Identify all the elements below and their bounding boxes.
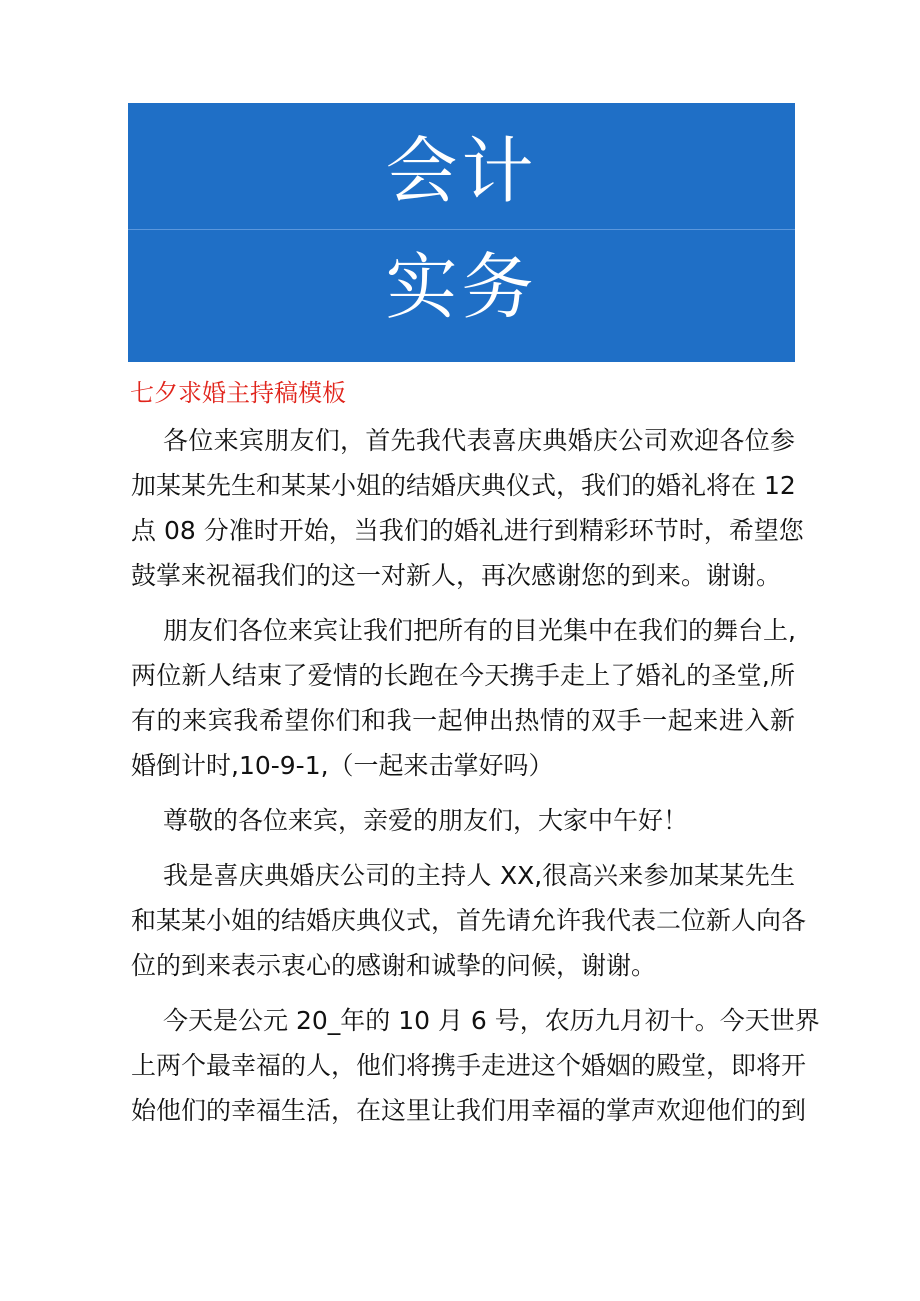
paragraph-4 xyxy=(131,853,807,988)
text-line: 今天是公元 20_年的 10 月 6 号，农历九月初十。今天世界 xyxy=(163,1006,820,1035)
cover-banner xyxy=(128,103,795,362)
text-line: 两位新人结束了爱情的长跑在今天携手走上了婚礼的圣堂,所 xyxy=(131,661,795,690)
text-line: 有的来宾我希望你们和我一起伸出热情的双手一起来进入新 xyxy=(131,706,795,735)
text-line: 始他们的幸福生活，在这里让我们用幸福的掌声欢迎他们的到 xyxy=(131,1096,807,1125)
paragraph-3 xyxy=(131,798,795,843)
document-title: 七夕求婚主持稿模板 xyxy=(130,379,346,407)
text-line: 朋友们各位来宾让我们把所有的目光集中在我们的舞台上, xyxy=(163,616,796,645)
document-body xyxy=(131,418,820,1143)
text-line: 婚倒计时,10-9-1,（一起来击掌好吗） xyxy=(131,751,554,780)
paragraph-2 xyxy=(131,608,795,788)
text-line: 位的到来表示衷心的感谢和诚挚的问候，谢谢。 xyxy=(131,951,657,980)
text-line: 我是喜庆典婚庆公司的主持人 XX,很高兴来参加某某先生 xyxy=(163,861,795,890)
text-line: 加某某先生和某某小姐的结婚庆典仪式，我们的婚礼将在 12 xyxy=(131,471,796,500)
paragraph-1 xyxy=(131,418,804,598)
banner-title-line-1: 会计 xyxy=(385,129,538,213)
paragraph-5 xyxy=(131,998,820,1133)
text-line: 鼓掌来祝福我们的这一对新人，再次感谢您的到来。谢谢。 xyxy=(131,561,782,590)
text-line: 和某某小姐的结婚庆典仪式，首先请允许我代表二位新人向各 xyxy=(131,906,807,935)
text-line: 点 08 分准时开始，当我们的婚礼进行到精彩环节时，希望您 xyxy=(131,516,804,545)
banner-divider xyxy=(128,229,795,230)
text-line: 各位来宾朋友们，首先我代表喜庆典婚庆公司欢迎各位参 xyxy=(163,426,795,455)
text-line: 尊敬的各位来宾，亲爱的朋友们，大家中午好！ xyxy=(163,806,689,835)
banner-title-line-2: 实务 xyxy=(385,245,538,329)
text-line: 上两个最幸福的人，他们将携手走进这个婚姻的殿堂，即将开 xyxy=(131,1051,807,1080)
